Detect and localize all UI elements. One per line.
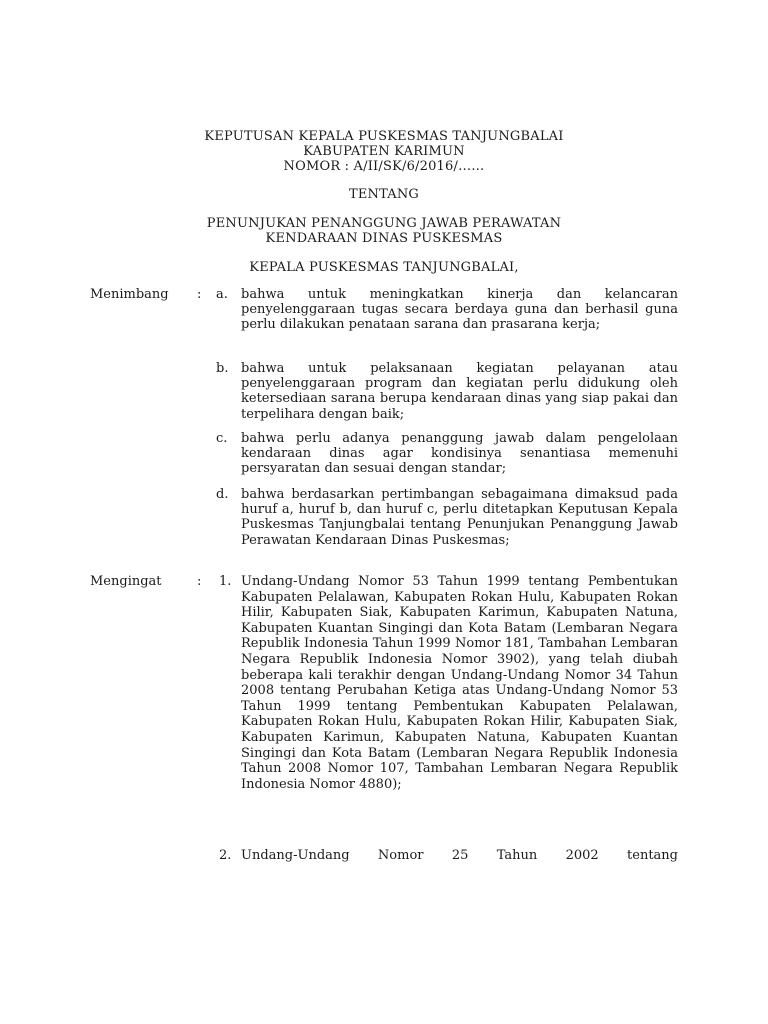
subject-line-1: PENUNJUKAN PENANGGUNG JAWAB PERAWATAN — [206, 216, 562, 231]
item-marker: d. — [216, 487, 229, 502]
mengingat-label: Mengingat — [90, 574, 162, 589]
official-title: KEPALA PUSKESMAS TANJUNGBALAI, — [249, 260, 519, 275]
item-marker: a. — [216, 287, 228, 302]
item-text: bahwa berdasarkan pertimbangan sebagaimana dimaksud pada huruf a, huruf b, dan huruf c, perlu ditetapkan Keputusan Kepala Puskesmas Tanjungbalai tentang Penunjukan Penanggung Jawab Perawatan Kendaraan Dinas Puskesmas; — [241, 487, 678, 548]
item-marker: 2. — [219, 848, 232, 863]
mengingat-colon: : — [197, 574, 202, 589]
subject-line-2: KENDARAAN DINAS PUSKESMAS — [265, 231, 503, 246]
tentang-heading: TENTANG — [348, 187, 420, 202]
item-text: Undang-Undang Nomor 53 Tahun 1999 tentang Pembentukan Kabupaten Pelalawan, Kabupaten Rokan Hulu, Kabupaten Rokan Hilir, Kabupaten Siak, Kabupaten Karimun, Kabupaten Natuna, Kabupaten Kuantan Singingi dan Kota Batam (Lembaran Negara Republik Indonesia Tahun 1999 Nomor 181, Tambahan Lembaran Negara Republik Indonesia Nomor 3902), yang telah diubah beberapa kali terakhir dengan Undang-Undang Nomor 34 Tahun 2008 tentang Perubahan Ketiga atas Undang-Undang Nomor 53 Tahun 1999 tentang Pembentukan Kabupaten Pelalawan, Kabupaten Rokan Hulu, Kabupaten Rokan Hilir, Kabupaten Siak, Kabupaten Karimun, Kabupaten Natuna, Kabupaten Kuantan Singingi dan Kota Batam (Lembaran Negara Republik Indonesia Tahun 2008 Nomor 107, Tambahan Lembaran Negara Republik Indonesia Nomor 4880); — [241, 574, 678, 792]
decree-number: NOMOR : A/II/SK/6/2016/…… — [283, 159, 485, 174]
decree-title: KEPUTUSAN KEPALA PUSKESMAS TANJUNGBALAI — [204, 129, 564, 144]
item-marker: 1. — [219, 574, 232, 589]
regency-name: KABUPATEN KARIMUN — [303, 144, 465, 159]
item-text: bahwa perlu adanya penanggung jawab dalam pengelolaan kendaraan dinas agar kondisinya senantiasa memenuhi persyaratan dan sesuai dengan standar; — [241, 431, 678, 477]
menimbang-label: Menimbang — [90, 287, 169, 302]
item-marker: c. — [216, 431, 228, 446]
menimbang-colon: : — [197, 287, 202, 302]
item-marker: b. — [216, 361, 229, 376]
item-text: bahwa untuk pelaksanaan kegiatan pelayanan atau penyelenggaraan program dan kegiatan perlu didukung oleh ketersediaan sarana berupa kendaraan dinas yang siap pakai dan terpelihara dengan baik; — [241, 361, 678, 422]
item-text: Undang-Undang Nomor 25 Tahun 2002 tentang — [241, 848, 678, 863]
item-text: bahwa untuk meningkatkan kinerja dan kelancaran penyelenggaraan tugas secara berdaya guna dan berhasil guna perlu dilakukan penataan sarana dan prasarana kerja; — [241, 287, 678, 333]
